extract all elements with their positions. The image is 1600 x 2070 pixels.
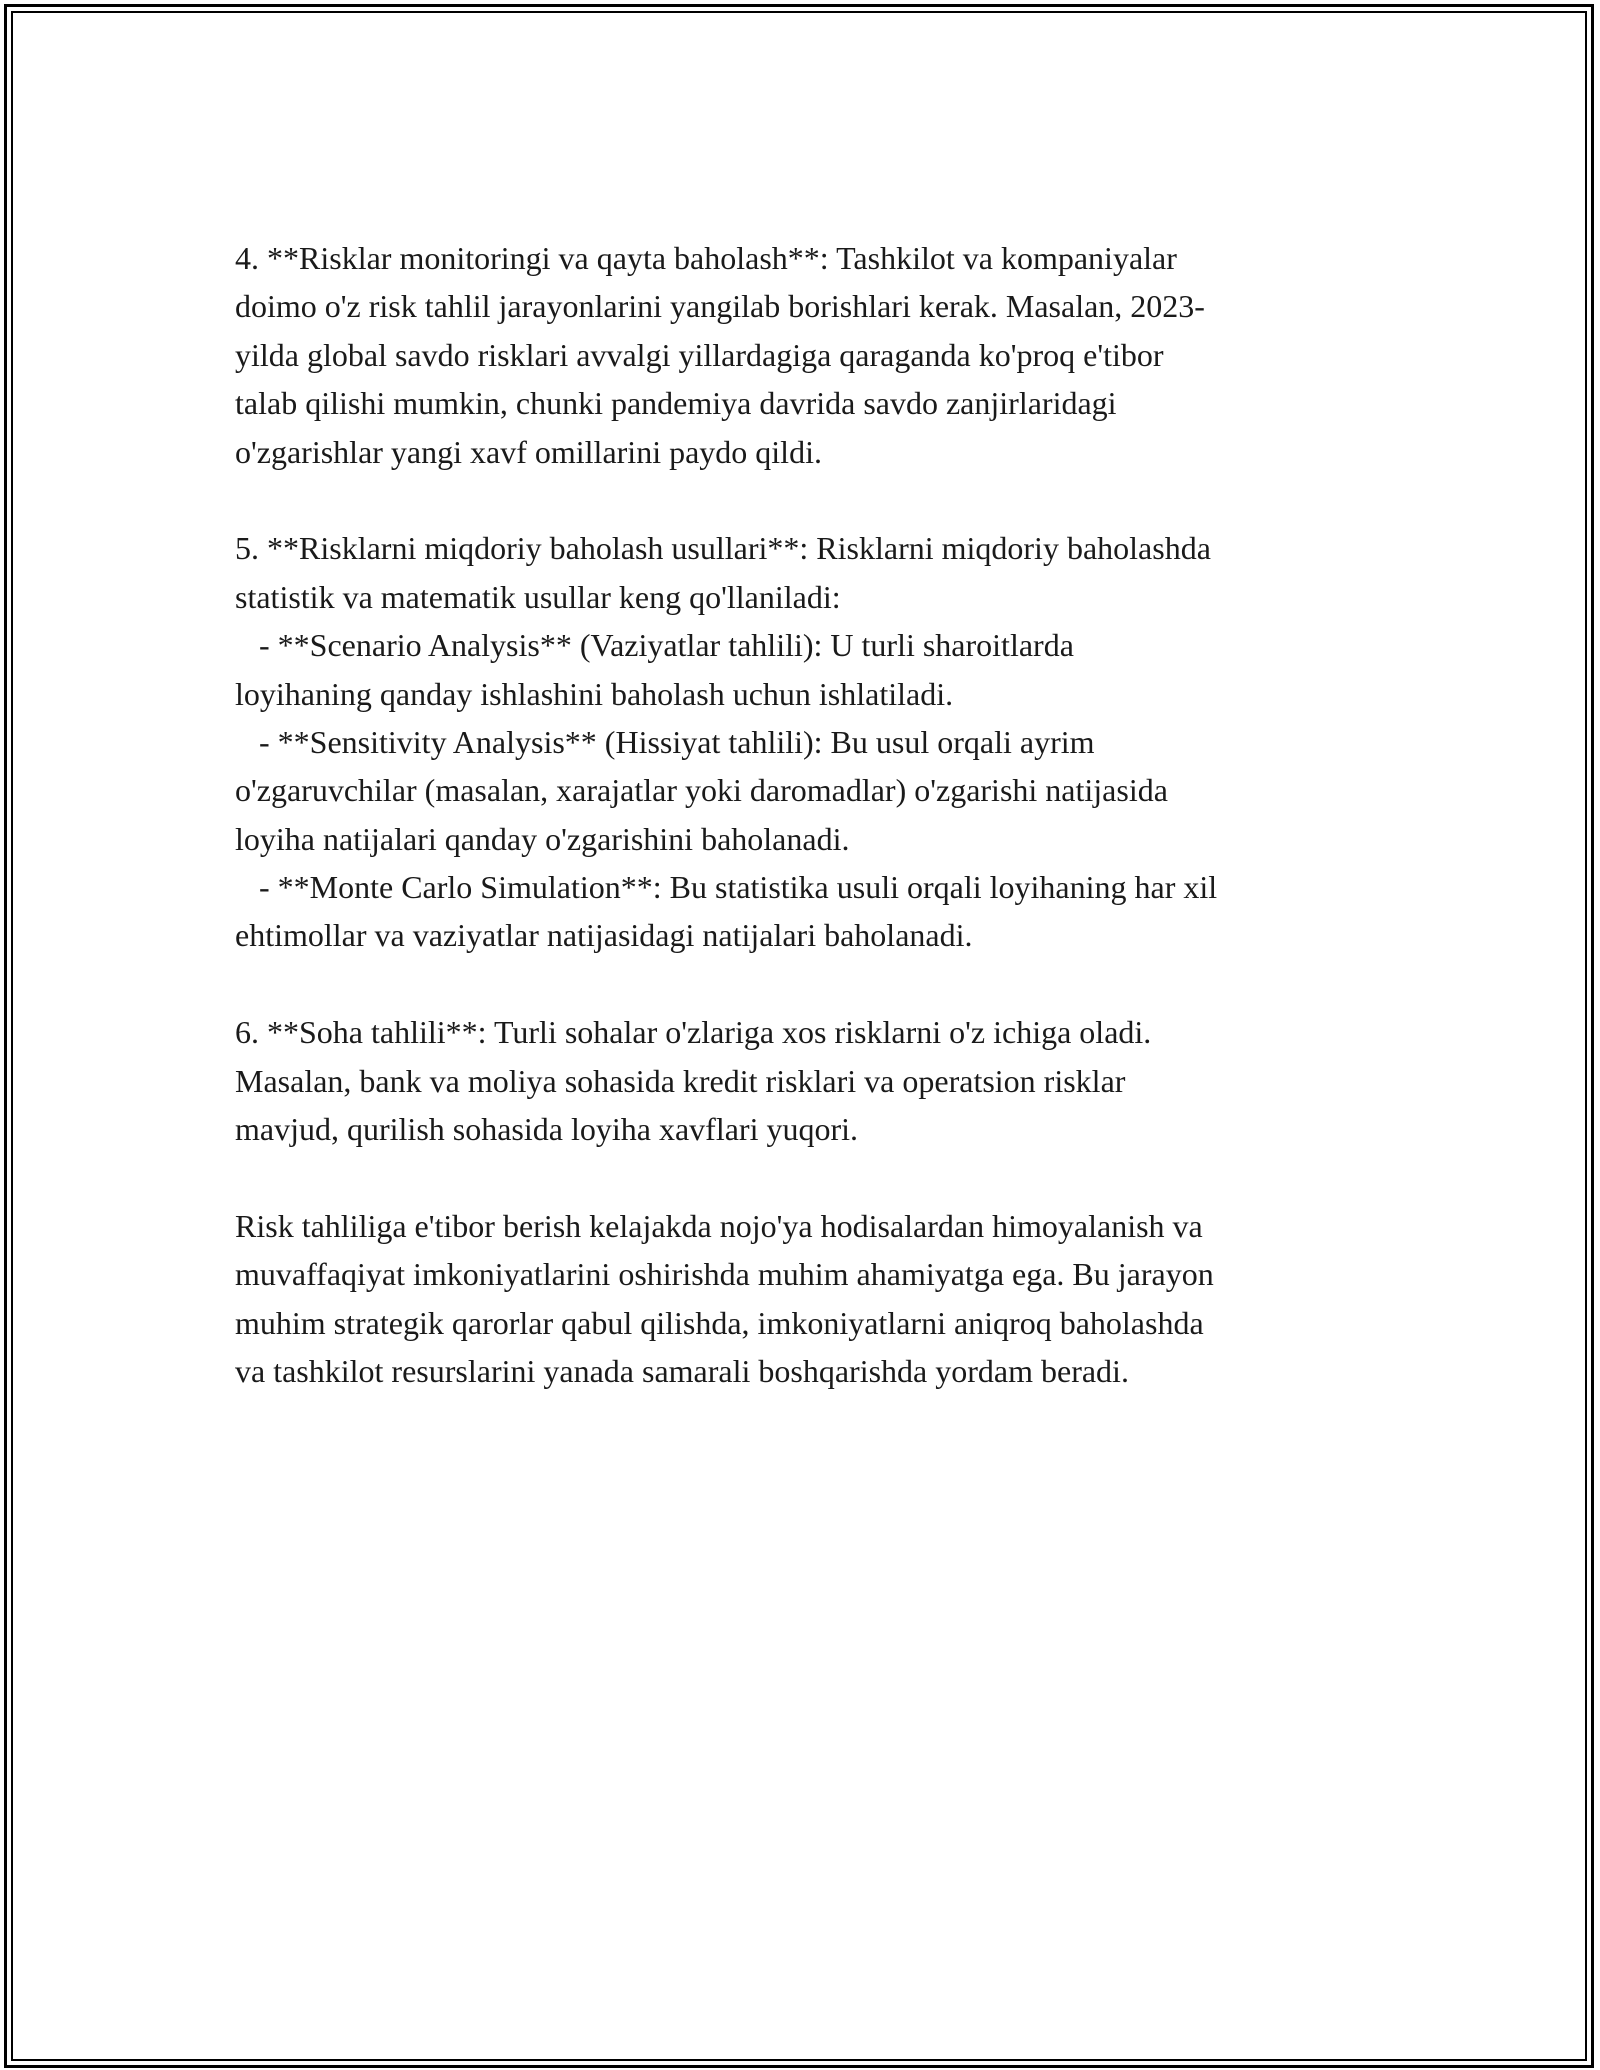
blank-line <box>235 1153 1385 1201</box>
text-line: doimo o'z risk tahlil jarayonlarini yangilab borishlari kerak. Masalan, 2023- <box>235 288 1205 325</box>
text-line: loyihaning qanday ishlashini baholash uchun ishlatiladi. <box>235 675 954 712</box>
text-line: loyiha natijalari qanday o'zgarishini baholanadi. <box>235 820 850 857</box>
text-line: 5. **Risklarni miqdoriy baholash usullari**: Risklarni miqdoriy baholashda <box>235 530 1211 567</box>
text-line: talab qilishi mumkin, chunki pandemiya davrida savdo zanjirlaridagi <box>235 385 1117 422</box>
blank-line <box>235 960 1385 1008</box>
text-line: mavjud, qurilish sohasida loyiha xavflari yuqori. <box>235 1111 858 1148</box>
text-line: va tashkilot resurslarini yanada samarali boshqarishda yordam beradi. <box>235 1352 1129 1389</box>
text-line: ehtimollar va vaziyatlar natijasidagi natijalari baholanadi. <box>235 917 973 954</box>
text-line: 6. **Soha tahlili**: Turli sohalar o'zlariga xos risklarni o'z ichiga oladi. <box>235 1014 1152 1051</box>
text-line: yilda global savdo risklari avvalgi yillardagiga qaraganda ko'proq e'tibor <box>235 336 1164 373</box>
text-line: o'zgaruvchilar (masalan, xarajatlar yoki daromadlar) o'zgarishi natijasida <box>235 772 1168 809</box>
blank-line <box>235 476 1385 524</box>
text-line: - **Sensitivity Analysis** (Hissiyat tahlili): Bu usul orqali ayrim <box>235 723 1095 760</box>
text-line: muvaffaqiyat imkoniyatlarini oshirishda muhim ahamiyatga ega. Bu jarayon <box>235 1256 1214 1293</box>
text-line: Masalan, bank va moliya sohasida kredit risklari va operatsion risklar <box>235 1062 1126 1099</box>
text-line: muhim strategik qarorlar qabul qilishda, imkoniyatlarni aniqroq baholashda <box>235 1304 1204 1341</box>
text-line: - **Scenario Analysis** (Vaziyatlar tahlili): U turli sharoitlarda <box>235 627 1074 664</box>
text-line: Risk tahliliga e'tibor berish kelajakda nojo'ya hodisalardan himoyalanish va <box>235 1207 1203 1244</box>
text-line: statistik va matematik usullar keng qo'llaniladi: <box>235 578 841 615</box>
text-line: - **Monte Carlo Simulation**: Bu statistika usuli orqali loyihaning har xil <box>235 869 1218 906</box>
document-body <box>235 234 1385 1395</box>
text-line: o'zgarishlar yangi xavf omillarini paydo qildi. <box>235 433 822 470</box>
text-line: 4. **Risklar monitoringi va qayta baholash**: Tashkilot va kompaniyalar <box>235 240 1177 276</box>
